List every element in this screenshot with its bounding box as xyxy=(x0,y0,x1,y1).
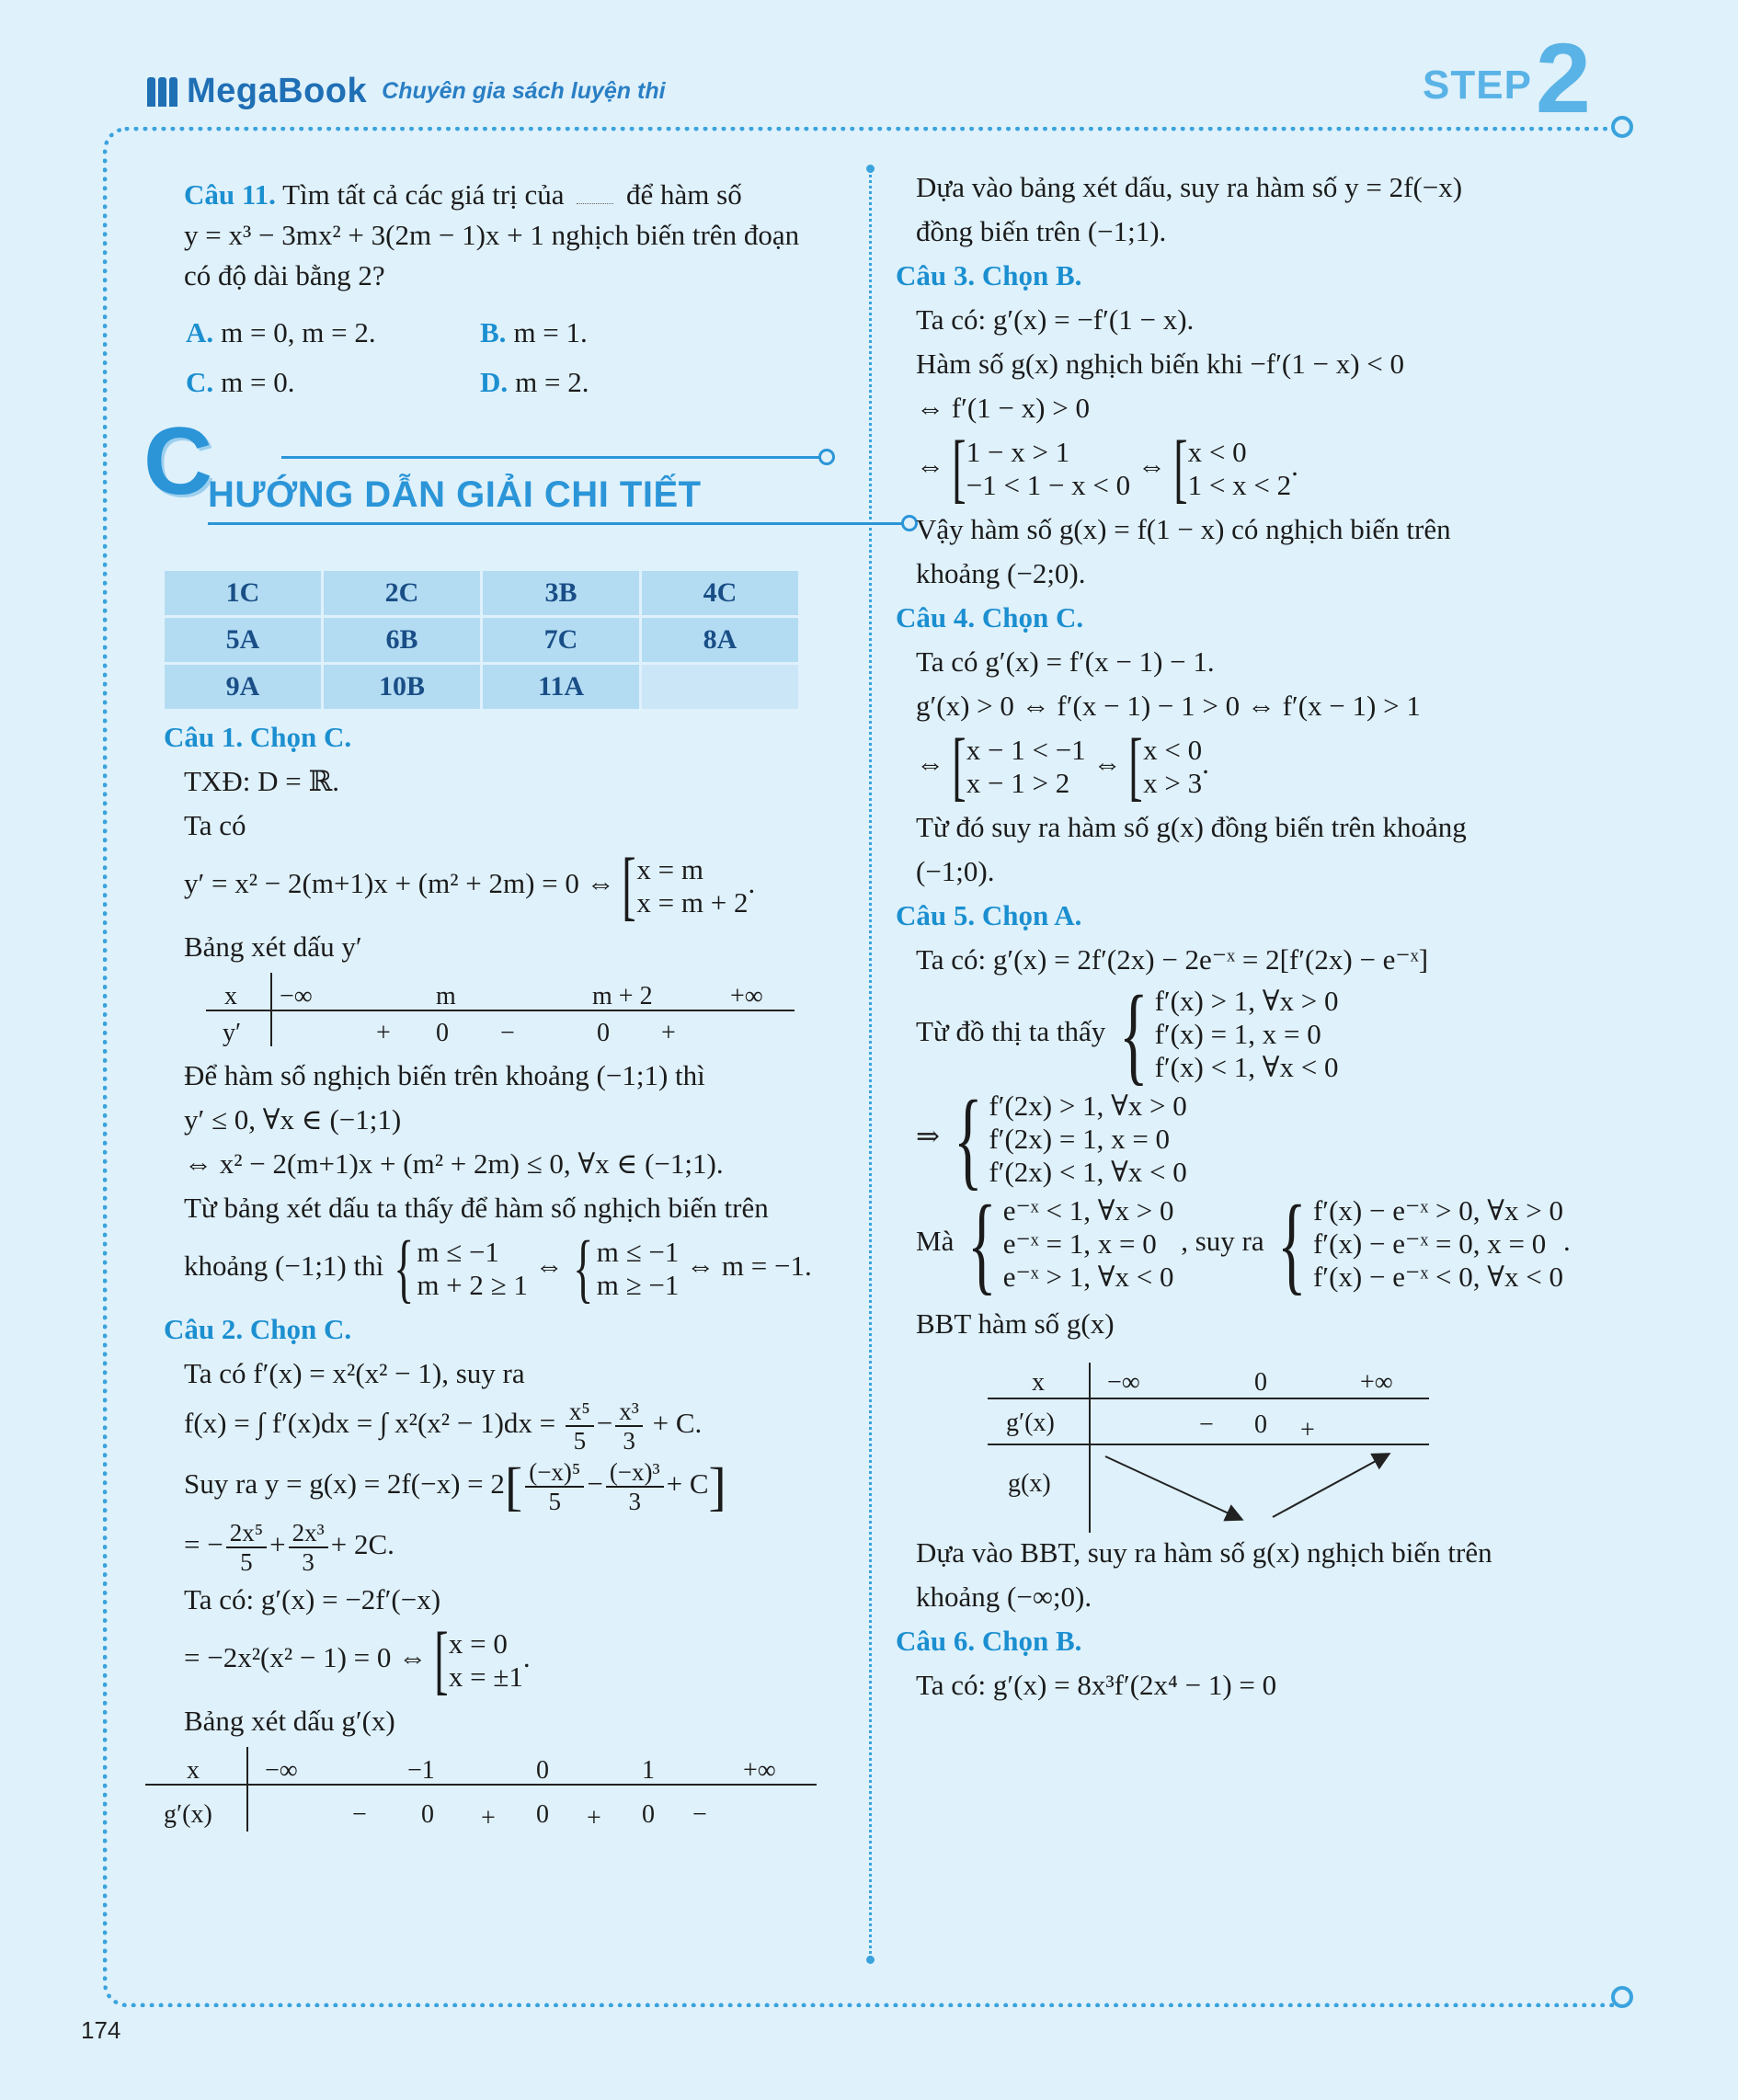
brand-name: MegaBook xyxy=(187,72,368,110)
solution-4: Câu 4. Chọn C. Ta có g′(x) = f′(x − 1) − 1. g′(x) > 0 ⇔ f′(x − 1) − 1 > 0 ⇔ f′(x − 1) > 1 ⇔ [ x − 1 < −1 x − 1 > 2 ⇔ [ x < 0 x > 3 . Từ đó suy ra hàm số g(x) đồng biến trên khoảng (−1;0). xyxy=(896,598,1576,892)
answer-key-table xyxy=(162,568,801,712)
solution-1: Câu 1. Chọn C. TXĐ: D = ℝ. Ta có y′ = x² − 2(m+1)x + (m² + 2m) = 0 ⇔ [ x = m x = m + 2 . Bảng xét dấu y′ x −∞ m m + 2 +∞ y′ + 0 − 0 + Để hàm số nghịch biến trên khoảng (−1;1) thì y′ ≤ 0, ∀x ∈ (−1;1) ⇔ x² − 2(m+1)x + (m² + 2m) ≤ 0, ∀x ∈ (−1;1). Từ bảng xét dấu ta thấy để hàm số nghịch biến trên khoảng (−1;1) thì { m ≤ −1 m + 2 ≥ 1 ⇔ { m ≤ −1 m ≥ −1 ⇔ m = −1. xyxy=(164,717,844,1306)
answer-cell: 2C xyxy=(324,571,480,615)
solution-6: Câu 6. Chọn B. Ta có: g′(x) = 8x³f′(2x⁴ − 1) = 0 xyxy=(896,1621,1576,1706)
answer-cell: 10B xyxy=(324,665,480,709)
solution-heading: Câu 2. Chọn C. xyxy=(164,1313,352,1345)
solution-heading: Câu 5. Chọn A. xyxy=(896,899,1082,931)
banner-title: HƯỚNG DẪN GIẢI CHI TIẾT xyxy=(208,474,702,515)
answer-options xyxy=(186,313,844,403)
variation-table: x −∞ 0 +∞ g′(x) − 0 + g(x) xyxy=(988,1363,1429,1533)
answer-cell: 5A xyxy=(165,618,321,662)
blank-placeholder xyxy=(577,203,613,204)
right-column: Dựa vào bảng xét dấu, suy ra hàm số y = 2f(−x) đồng biến trên (−1;1). Câu 3. Chọn B. Ta có: g′(x) = −f′(1 − x). Hàm số g(x) nghịch biến khi −f′(1 − x) < 0 ⇔ f′(1 − x) > 0 ⇔ [ 1 − x > 1 −1 < 1 − x < 0 ⇔ [ x < 0 1 < x < 2 . Vậy hàm số g(x) = f(1 − x) có nghịch biến trên khoảng (−2;0). Câu 4. Chọn C. Ta có g′(x) = f′(x − 1) − 1. g′(x) > 0 ⇔ f′(x − 1) − 1 > 0 ⇔ f′(x − 1) > 1 ⇔ [ x − 1 < −1 x − 1 > 2 ⇔ [ x < 0 x > 3 . Từ đó suy ra hàm số g(x) đồng biến trên khoảng (−1;0). Câu 5. Chọn A. Ta có: g′(x) = 2f′(2x) − 2e⁻ˣ = 2[f′(2x) − e⁻ˣ] Từ đồ thị ta thấy { f′(x) > 1, ∀x > 0 f′(x) = 1, x = 0 f′(x) < 1, ∀x < 0 ⇒ { f′(2x) > 1, ∀x > 0 f′(2x) = 1, x = 0 f′(2x) < 1, ∀x < 0 Mà { e⁻ˣ < 1, ∀x > 0 e⁻ˣ = 1, x = 0 e⁻ˣ > 1, ∀x < 0 , suy ra { f′(x) − e⁻ˣ > 0, ∀x > 0 f′(x) − e⁻ˣ = 0, x = 0 f′(x) − e⁻ˣ < 0, ∀x < 0 . BBT hàm số g(x) x −∞ 0 +∞ g′(x) − 0 + g(x) Dựa vào BBT, suy ra hàm số g(x) nghịch biến trên khoảng (−∞;0). Câu 6. Chọn B. Ta có: g′(x) = 8x³f′(2x⁴ − 1) = 0 xyxy=(896,167,1576,1709)
brand-tagline: Chuyên gia sách luyện thi xyxy=(382,78,666,104)
answer-cell: 4C xyxy=(642,571,798,615)
answer-cell: 9A xyxy=(165,665,321,709)
brand-logo xyxy=(147,72,666,111)
answer-cell-empty xyxy=(642,665,798,709)
step-word: STEP xyxy=(1423,63,1532,108)
option-a[interactable]: A. m = 0, m = 2. xyxy=(186,316,376,348)
answer-cell: 3B xyxy=(483,571,639,615)
solution-heading: Câu 4. Chọn C. xyxy=(896,601,1084,633)
answer-cell: 11A xyxy=(483,665,639,709)
page-number: 174 xyxy=(81,2016,121,2044)
answer-cell: 1C xyxy=(165,571,321,615)
solution-5: Câu 5. Chọn A. Ta có: g′(x) = 2f′(2x) − 2e⁻ˣ = 2[f′(2x) − e⁻ˣ] Từ đồ thị ta thấy { f′(x) > 1, ∀x > 0 f′(x) = 1, x = 0 f′(x) < 1, ∀x < 0 ⇒ { f′(2x) > 1, ∀x > 0 f′(2x) = 1, x = 0 f′(2x) < 1, ∀x < 0 Mà { e⁻ˣ < 1, ∀x > 0 e⁻ˣ = 1, x = 0 e⁻ˣ > 1, ∀x < 0 , suy ra { f′(x) − e⁻ˣ > 0, ∀x > 0 f′(x) − e⁻ˣ = 0, x = 0 f′(x) − e⁻ˣ < 0, ∀x < 0 . BBT hàm số g(x) x −∞ 0 +∞ g′(x) − 0 + g(x) Dựa vào BBT, suy ra hàm số g(x) nghịch biến trên khoảng (−∞;0). xyxy=(896,896,1576,1617)
solution-heading: Câu 6. Chọn B. xyxy=(896,1625,1082,1657)
question-label: Câu 11. xyxy=(184,178,276,211)
solution-2: Câu 2. Chọn C. Ta có f′(x) = x²(x² − 1), suy ra f(x) = ∫ f′(x)dx = ∫ x²(x² − 1)dx = $\frac{\text{x⁵}}{5}$ − $\frac{\text{x³}}{3}$ + C. Suy ra y = g(x) = 2f(−x) = 2[ $\frac{\text{(−x)⁵}}{5}$ − $\frac{\text{(−x)³}}{3}$ + C] = − $\frac{\text{2x⁵}}{5}$ + $\frac{\text{2x³}}{3}$ + 2C. Ta có: g′(x) = −2f′(−x) = −2x²(x² − 1) = 0 ⇔ [ x = 0 x = ±1 . Bảng xét dấu g′(x) x −∞ −1 0 1 +∞ g′(x) − 0 + 0 + 0 − xyxy=(164,1309,844,1832)
option-d[interactable]: D. m = 2. xyxy=(480,366,589,398)
sign-table-2: x −∞ −1 0 1 +∞ g′(x) − 0 + 0 + 0 − xyxy=(145,1747,817,1832)
answer-cell: 6B xyxy=(324,618,480,662)
brand-bars-icon xyxy=(147,77,177,107)
left-column xyxy=(143,175,844,1841)
section-banner xyxy=(143,408,844,550)
variation-arrows-icon xyxy=(1089,1445,1429,1533)
step-number: 2 xyxy=(1535,22,1591,133)
solution-heading: Câu 1. Chọn C. xyxy=(164,721,352,753)
solution-heading: Câu 3. Chọn B. xyxy=(896,259,1082,291)
option-b[interactable]: B. m = 1. xyxy=(480,316,588,348)
option-c[interactable]: C. m = 0. xyxy=(186,366,295,398)
sign-table-1: x −∞ m m + 2 +∞ y′ + 0 − 0 + xyxy=(206,973,795,1046)
frame-ring-bottom-icon xyxy=(1611,1986,1633,2008)
column-divider xyxy=(869,170,872,1958)
banner-initial: C xyxy=(143,408,213,515)
solution-3: Câu 3. Chọn B. Ta có: g′(x) = −f′(1 − x). Hàm số g(x) nghịch biến khi −f′(1 − x) < 0 ⇔ f′(1 − x) > 0 ⇔ [ 1 − x > 1 −1 < 1 − x < 0 ⇔ [ x < 0 1 < x < 2 . Vậy hàm số g(x) = f(1 − x) có nghịch biến trên khoảng (−2;0). xyxy=(896,256,1576,594)
answer-cell: 7C xyxy=(483,618,639,662)
step-badge xyxy=(1423,22,1591,133)
frame-ring-top-icon xyxy=(1611,116,1633,138)
question-11: Câu 11. Tìm tất cả các giá trị của để hàm số y = x³ − 3mx² + 3(2m − 1)x + 1 nghịch biến trên đoạn có độ dài bằng 2? xyxy=(184,178,800,291)
answer-cell: 8A xyxy=(642,618,798,662)
